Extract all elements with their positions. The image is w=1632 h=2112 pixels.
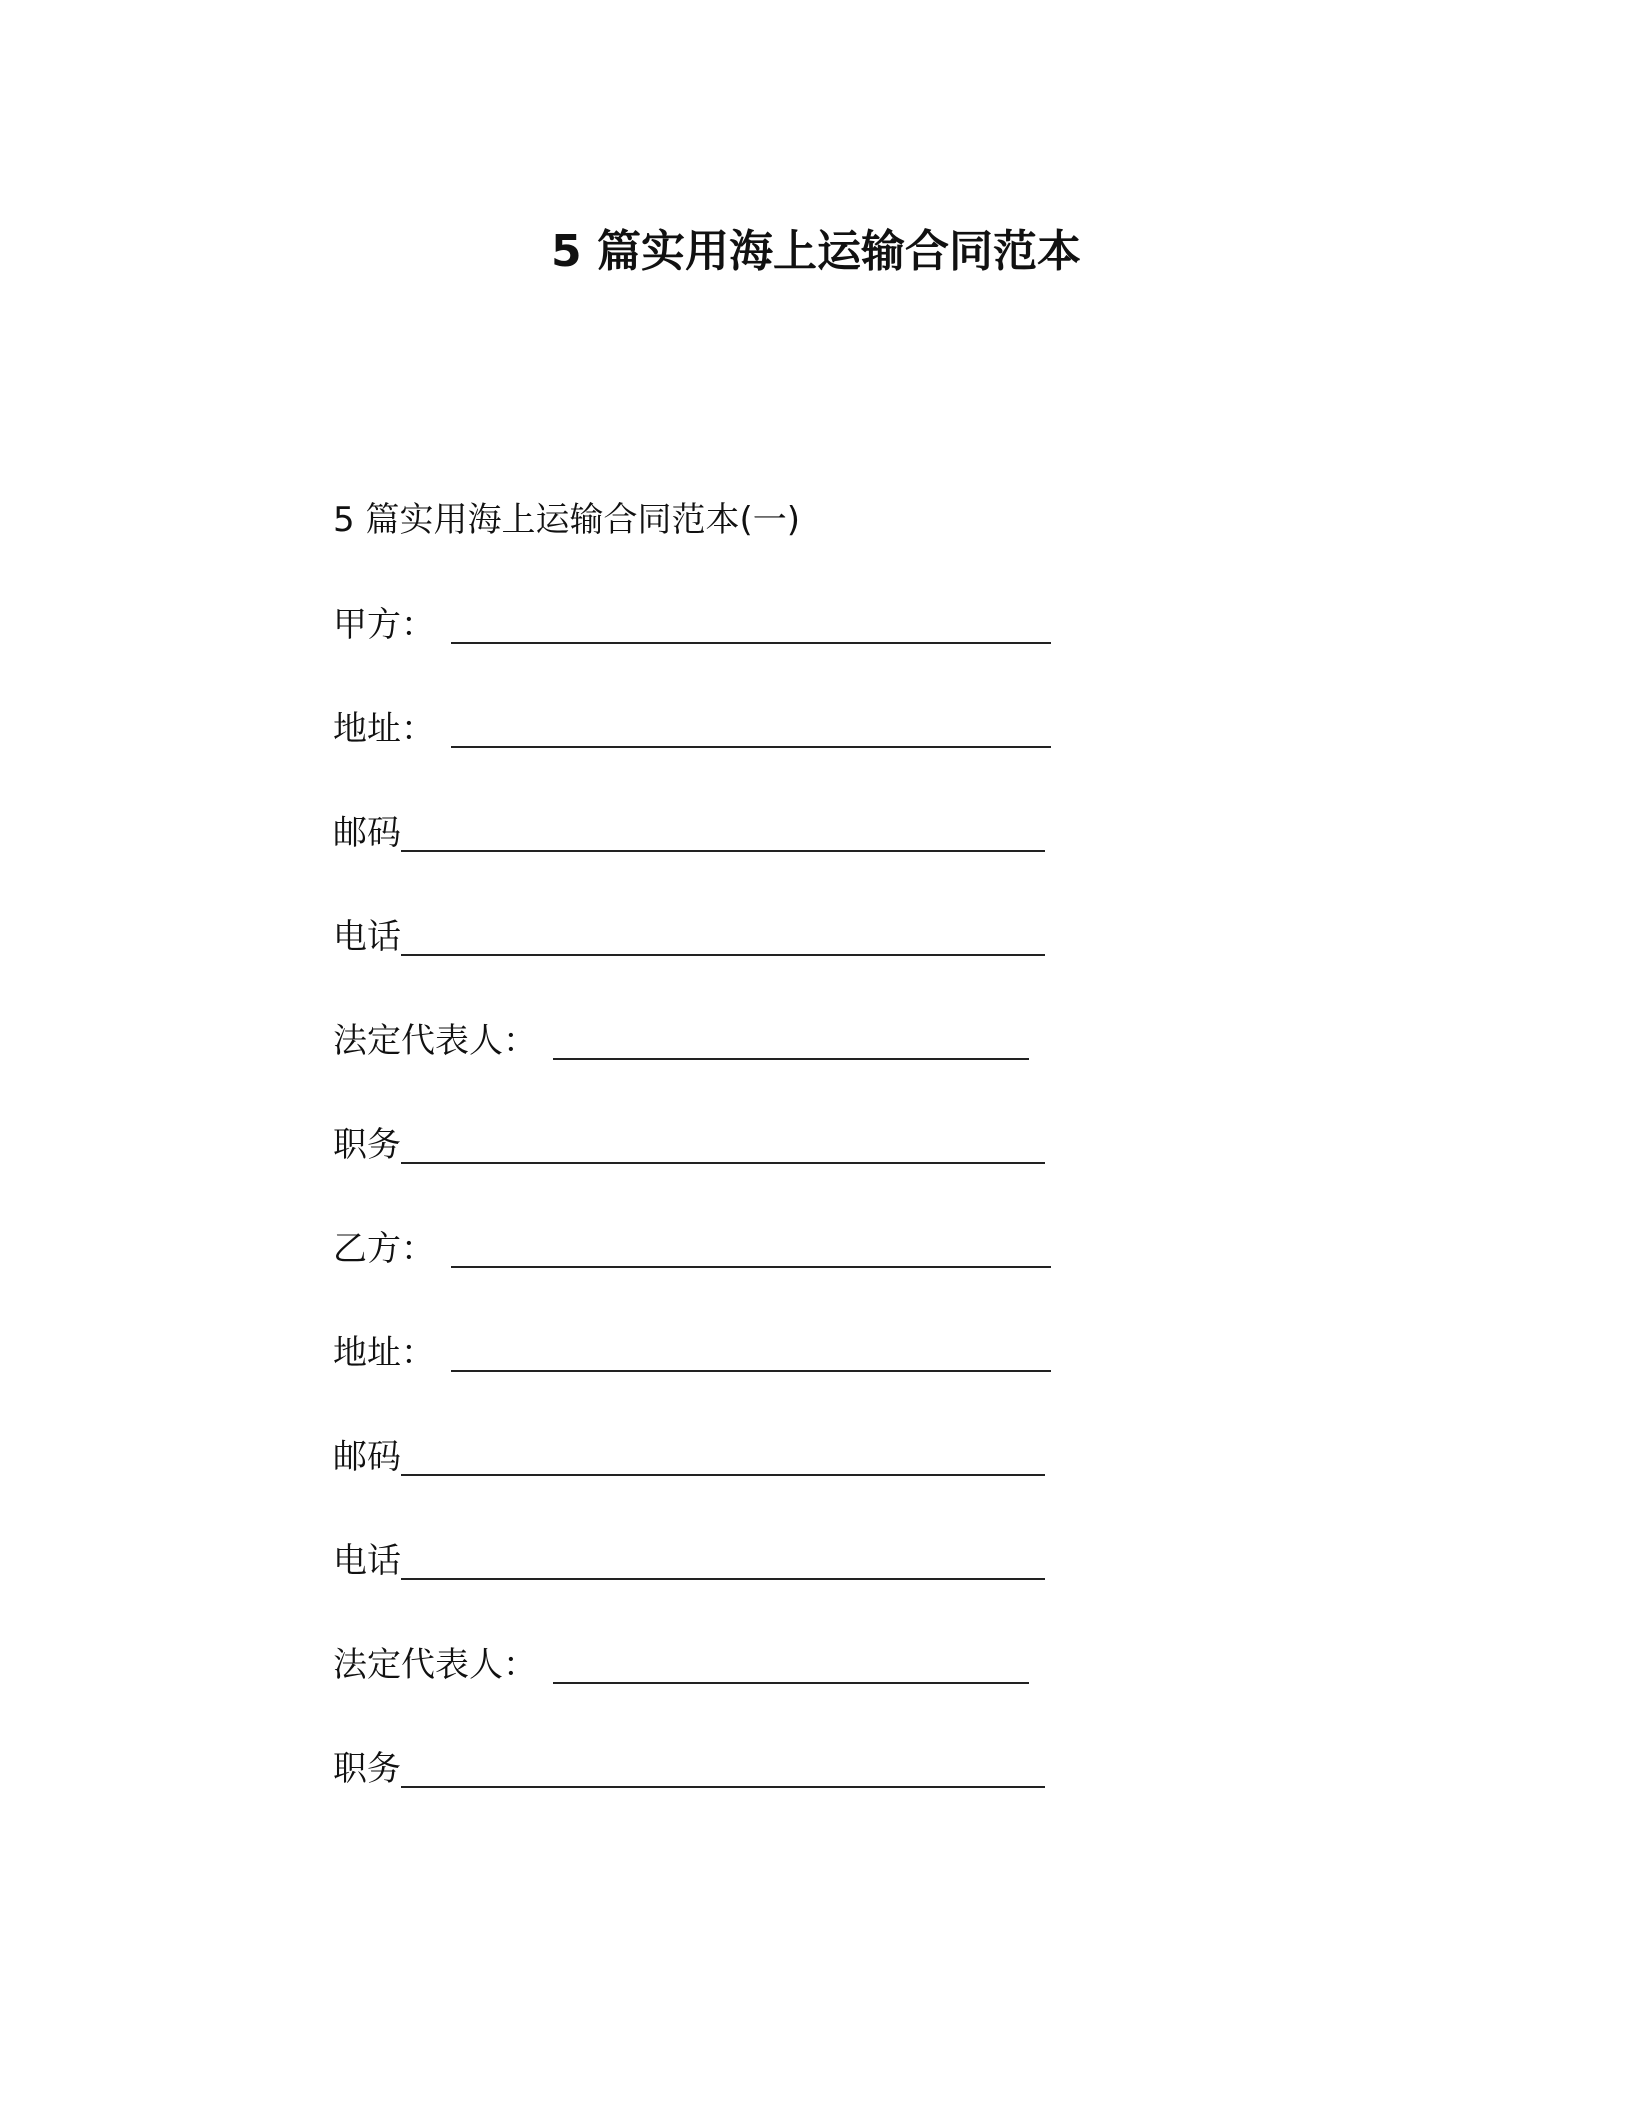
fill-in-blank-line bbox=[553, 1640, 1029, 1684]
document-title: 5 篇实用海上运输合同范本 bbox=[551, 226, 1081, 277]
field-label: 电话 bbox=[333, 1541, 401, 1581]
fill-in-blank-line bbox=[451, 1224, 1051, 1268]
fill-in-blank-line bbox=[553, 1016, 1029, 1060]
field-label: 地址： bbox=[333, 709, 435, 749]
fill-in-blank-line bbox=[401, 1744, 1045, 1788]
form-field-row bbox=[333, 704, 1051, 754]
fill-in-blank-line bbox=[451, 1328, 1051, 1372]
form-field-row bbox=[333, 1224, 1051, 1274]
field-label: 电话 bbox=[333, 917, 401, 957]
field-label: 职务 bbox=[333, 1749, 401, 1789]
section-title: 5 篇实用海上运输合同范本(一) bbox=[333, 500, 800, 540]
form-field-row bbox=[333, 1120, 1051, 1170]
form-field-row bbox=[333, 1328, 1051, 1378]
form-field-row bbox=[333, 1640, 1051, 1690]
field-label: 邮码 bbox=[333, 813, 401, 853]
form-field-row bbox=[333, 912, 1051, 962]
fill-in-blank-line bbox=[451, 600, 1051, 644]
field-label: 职务 bbox=[333, 1125, 401, 1165]
field-label: 法定代表人： bbox=[333, 1021, 537, 1061]
form-field-row bbox=[333, 1432, 1051, 1482]
field-label: 法定代表人： bbox=[333, 1645, 537, 1685]
field-label: 地址： bbox=[333, 1333, 435, 1373]
form-field-row bbox=[333, 600, 1051, 650]
fill-in-blank-line bbox=[401, 1432, 1045, 1476]
form-field-row bbox=[333, 1016, 1051, 1066]
fill-in-blank-line bbox=[401, 1536, 1045, 1580]
fill-in-blank-line bbox=[451, 704, 1051, 748]
field-label: 邮码 bbox=[333, 1437, 401, 1477]
field-label: 乙方： bbox=[333, 1229, 435, 1269]
fill-in-blank-line bbox=[401, 808, 1045, 852]
form-field-row bbox=[333, 1744, 1051, 1794]
fill-in-blank-line bbox=[401, 1120, 1045, 1164]
form-field-row bbox=[333, 808, 1051, 858]
field-label: 甲方： bbox=[333, 605, 435, 645]
fill-in-blank-line bbox=[401, 912, 1045, 956]
contract-party-fields bbox=[333, 600, 1051, 1848]
form-field-row bbox=[333, 1536, 1051, 1586]
